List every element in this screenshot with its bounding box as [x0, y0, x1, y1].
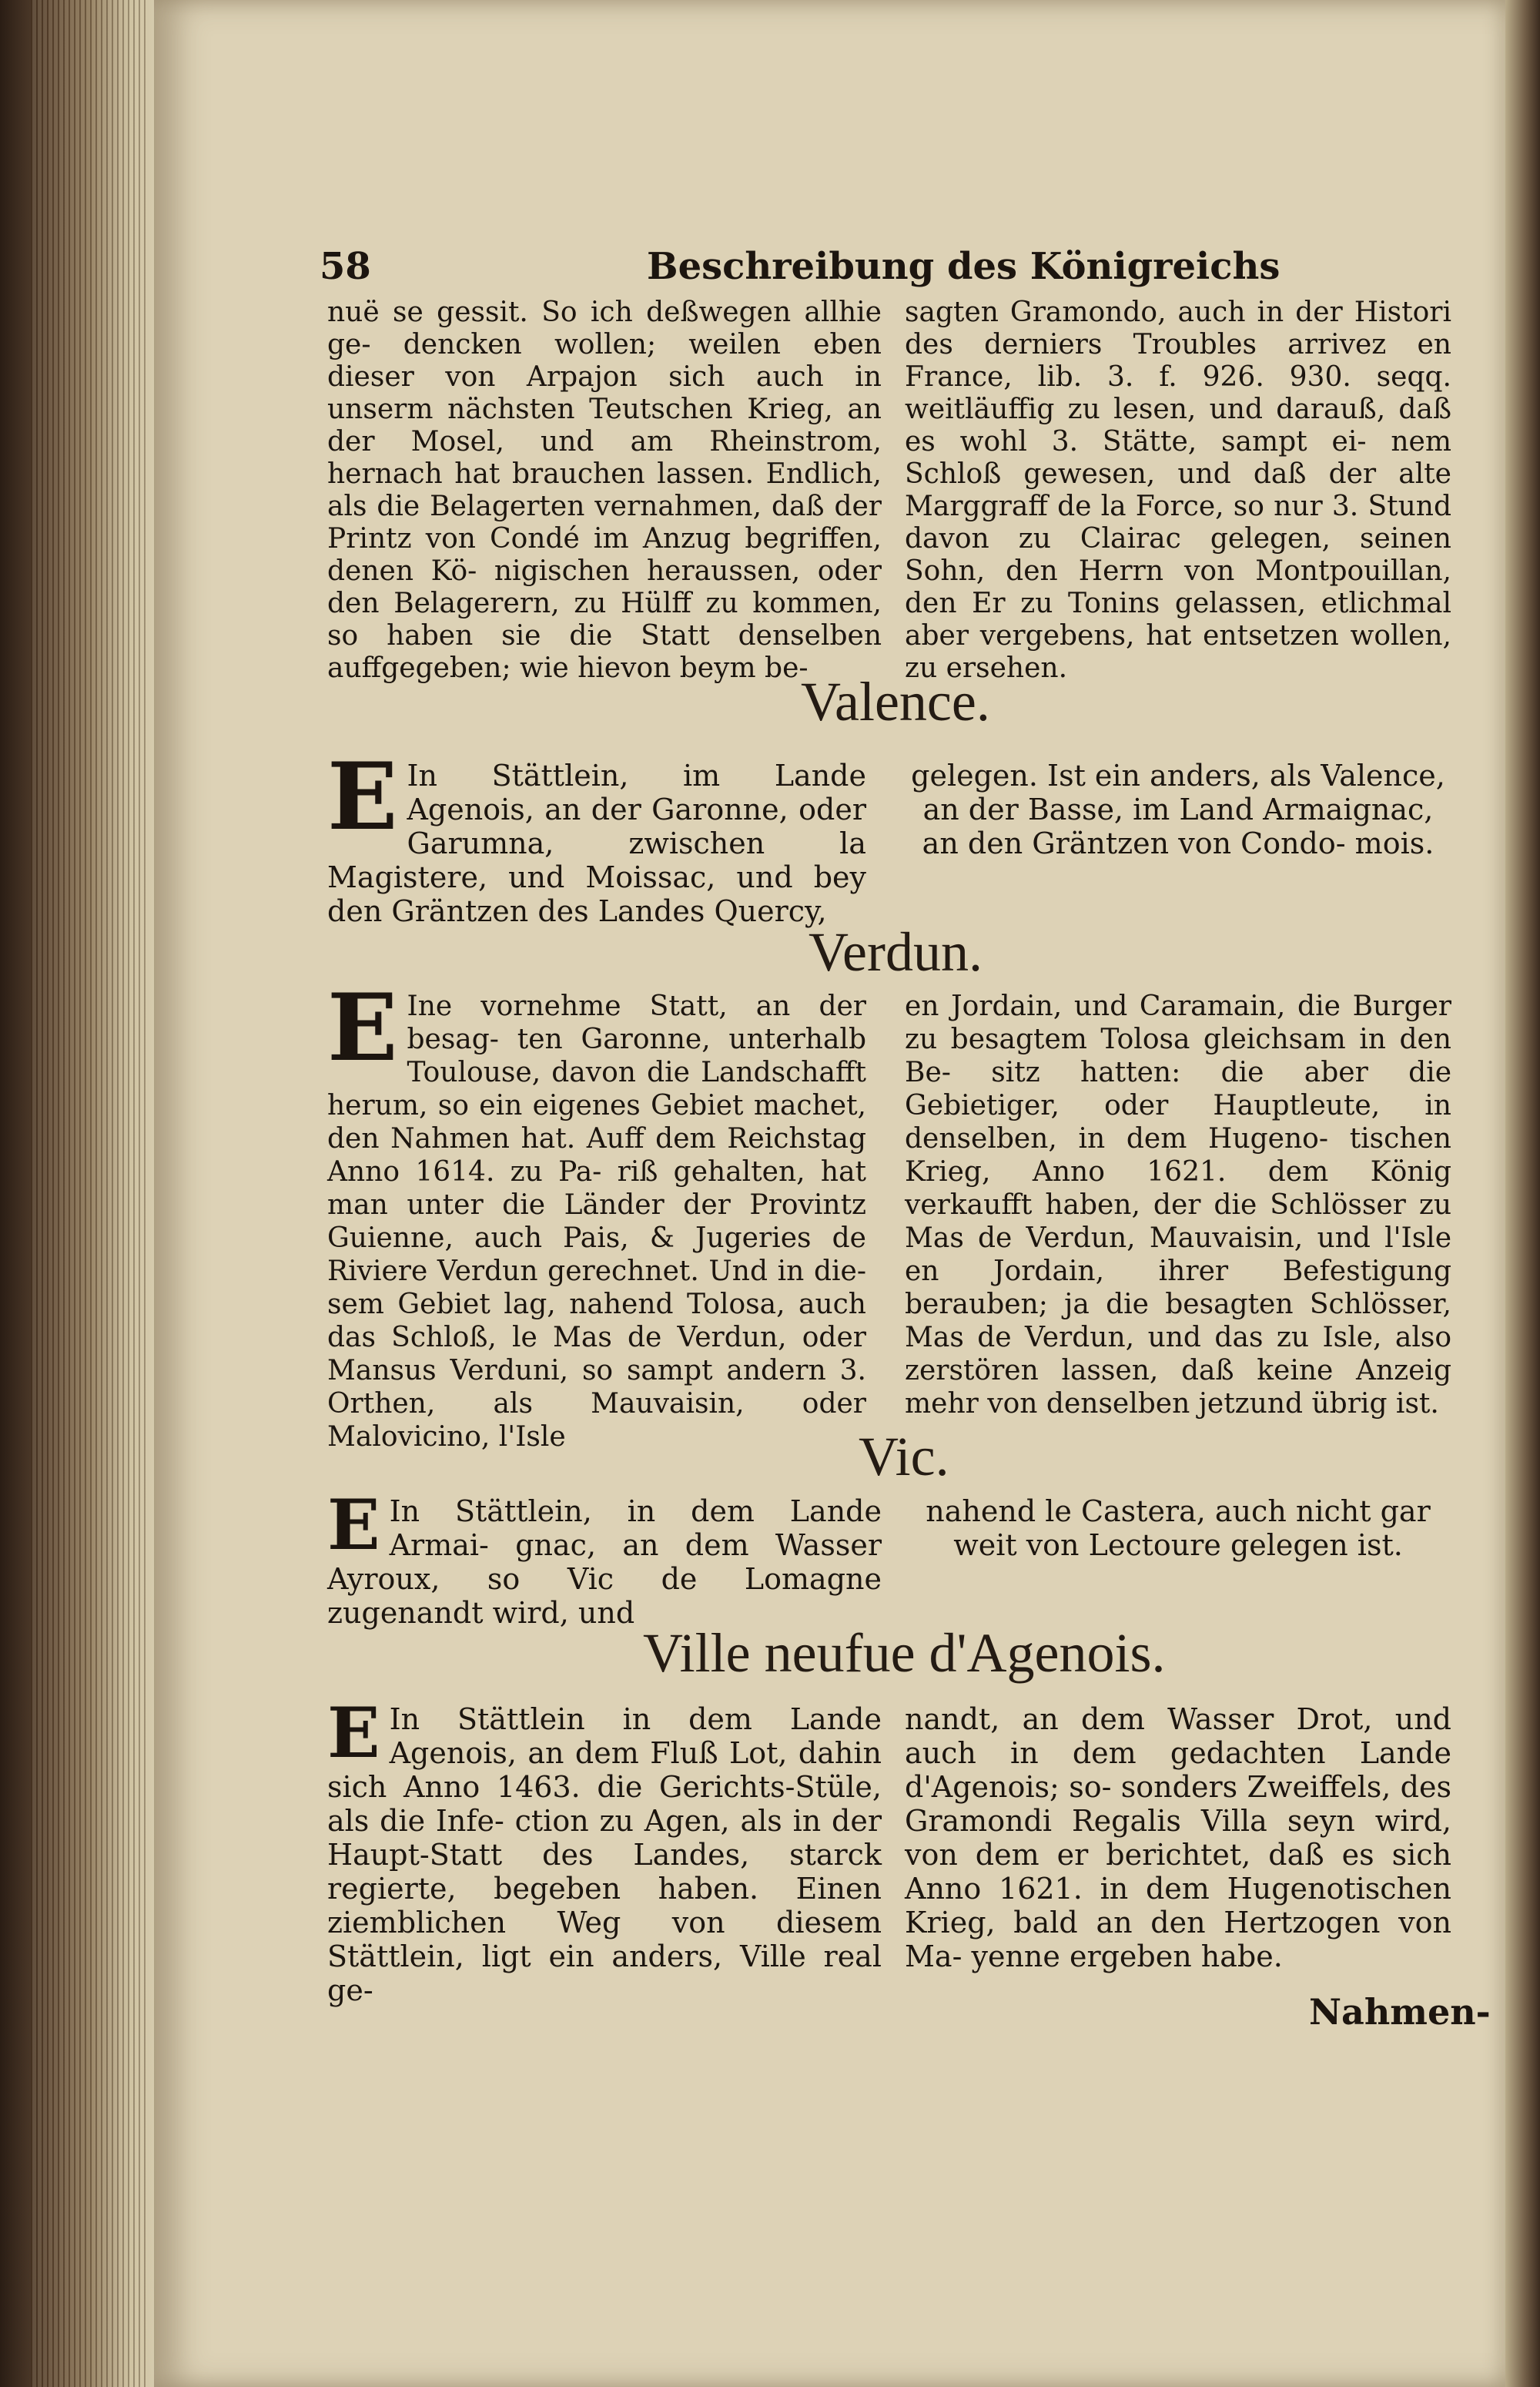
vic-initial: E — [327, 1484, 380, 1566]
verdun-right-text: en Jordain, und Caramain, die Burger zu besagtem Tolosa gleichsam in den Be- sitz hatten: die aber die Gebietiger, oder Hauptleute, in denselben, in dem Hugeno- tischen Krieg, Anno 1621. dem König verkaufft haben, der die Schlösser zu Mas de Verdun, Mauvaisin, und l'Isle en Jordain, ihrer Befestigung berauben; ja die besagten Schlösser, Mas de Verdun, und das zu Isle, also zerstören lassen, daß keine Anzeig mehr von denselben jetzund übrig ist. — [905, 991, 1451, 1420]
villeneuve-left-text: In Stättlein in dem Lande Agenois, an dem Fluß Lot, dahin sich Anno 1463. die Gerichts-Stüle, als die Infe- ction zu Agen, als in der Haupt-Statt des Landes, starck regierte, begeben haben. Einen ziemblichen Weg von diesem Stättlein, ligt ein anders, Ville real ge- — [327, 1702, 882, 2007]
running-title: Beschreibung des Königreichs — [647, 245, 1281, 288]
verdun-left-text: Ine vornehme Statt, an der besag- ten Garonne, unterhalb Toulouse, davon die Landschafft herum, so ein eigenes Gebiet machet, den Nahmen hat. Auff dem Reichstag Anno 1614. zu Pa- riß gehalten, hat man unter die Länder der Provintz Guienne, auch Pais, & Jugeries de Riviere Verdun gerechnet. Und in die- sem Gebiet lag, nahend Tolosa, auch das Schloß, le Mas de Verdun, oder Mansus Verduni, so sampt andern 3. Orthen, als Mauvaisin, oder Malovicino, l'Isle — [327, 991, 866, 1453]
valence-right-column — [905, 759, 1451, 860]
villeneuve-right-column — [905, 1702, 1451, 1973]
vic-left-text: In Stättlein, in dem Lande Armai- gnac, an dem Wasser Ayroux, so Vic de Lomagne zugenandt wird, und — [327, 1494, 882, 1630]
verdun-left-column — [327, 974, 866, 1453]
verdun-right-column — [905, 990, 1451, 1420]
valence-right-text: gelegen. Ist ein anders, als Valence, an der Basse, im Land Armaignac, an den Gräntzen von Condo- mois. — [911, 759, 1445, 860]
villeneuve-initial: E — [327, 1692, 380, 1774]
vic-left-column — [327, 1484, 882, 1630]
valence-heading: Valence. — [801, 671, 990, 733]
page-number: 58 — [320, 245, 371, 288]
villeneuve-right-text: nandt, an dem Wasser Drot, und auch in dem gedachten Lande d'Agenois; so- sonders Zweiffels, des Gramondi Regalis Villa seyn wird, von dem er berichtet, daß es sich Anno 1621. in dem Hugenotischen Krieg, bald an den Hertzogen von Ma- yenne ergeben habe. — [905, 1702, 1451, 1973]
villeneuve-heading: Ville neufue d'Agenois. — [643, 1622, 1166, 1684]
page-stack-edges — [31, 0, 146, 2387]
book-edge-right — [1505, 0, 1540, 2387]
verdun-initial: E — [327, 974, 398, 1082]
intro-left-text: nuë se gessit. So ich deßwegen allhie ge- dencken wollen; weilen eben dieser von Arpajon sich auch in unserm nächsten Teutschen Krieg, an der Mosel, und am Rheinstrom, hernach hat brauchen lassen. Endlich, als die Belagerten vernahmen, daß der Printz von Condé im Anzug begriffen, denen Kö- nigischen heraussen, oder den Belagerern, zu Hülff zu kommen, so haben sie die Statt denselben auffgegeben; wie hievon beym be- — [327, 297, 882, 684]
valence-left-text: In Stättlein, im Lande Agenois, an der Garonne, oder Garumna, zwischen la Magistere, und Moissac, und bey den Gräntzen des Landes Quercy, — [327, 759, 866, 928]
intro-right-column — [905, 297, 1451, 685]
catchword: Nahmen- — [1309, 1991, 1491, 2033]
intro-right-text: sagten Gramondo, auch in der Histori des derniers Troubles arrivez en France, lib. 3. f. 926. 930. seqq. weitläuffig zu lesen, und darauß, daß es wohl 3. Stätte, sampt ei- nem Schloß gewesen, und daß der alte Marggraff de la Force, so nur 3. Stund davon zu Clairac gelegen, seinen Sohn, den Herrn von Montpouillan, den Er zu Tonins gelassen, etlichmal aber vergebens, hat entsetzen wollen, zu ersehen. — [905, 297, 1451, 684]
vic-right-text: nahend le Castera, auch nicht gar weit von Lectoure gelegen ist. — [926, 1494, 1431, 1562]
intro-left-column — [327, 297, 882, 685]
vic-right-column — [905, 1494, 1451, 1562]
villeneuve-left-column — [327, 1692, 882, 2007]
valence-left-column — [327, 743, 866, 928]
valence-initial: E — [327, 743, 398, 851]
vic-heading: Vic. — [859, 1426, 949, 1487]
verdun-heading: Verdun. — [808, 921, 983, 983]
